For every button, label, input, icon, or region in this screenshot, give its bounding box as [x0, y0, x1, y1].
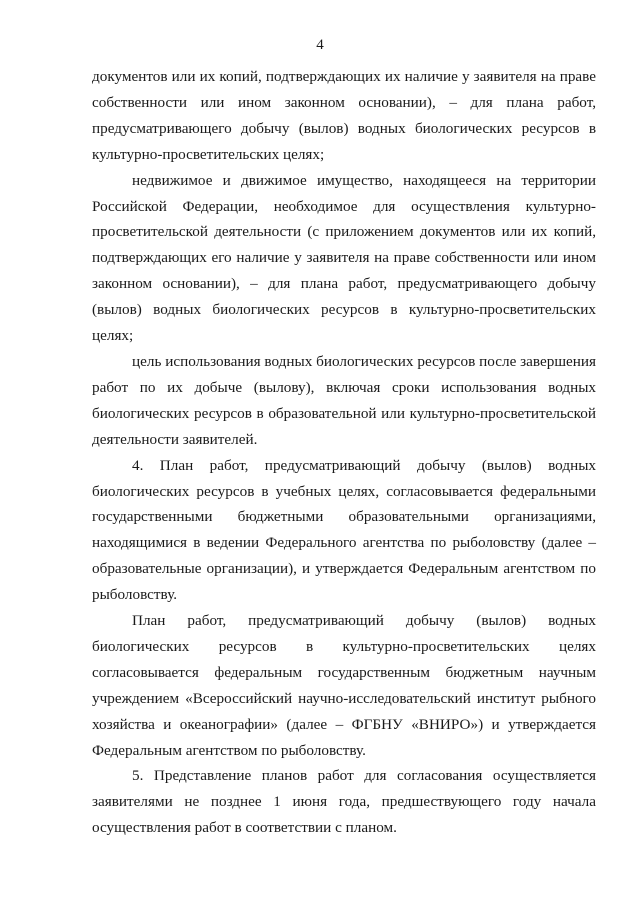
paragraph-purpose: цель использования водных биологических ресурсов после завершения работ по их добыче (вылову), включая сроки использования водных биологических ресурсов в образовательной или культурно-просветительской деятельности заявителей.: [92, 352, 596, 448]
page-number: 4: [316, 37, 324, 53]
paragraph-item-5: 5. Представление планов работ для согласования осуществляется заявителями не позднее 1 июня года, предшествующего году начала осуществления работ в соответствии с планом.: [92, 767, 596, 837]
paragraph-continuation: документов или их копий, подтверждающих их наличие у заявителя на праве собственности или ином законном основании), – для плана работ, предусматривающего добычу (вылов) водных биологических ресурсов в культурно-просветительских целях;: [92, 68, 596, 163]
paragraph-plan-approval: План работ, предусматривающий добычу (вылов) водных биологических ресурсов в культурно-просветительских целях согласовывается федеральным государственным бюджетным научным учреждением «Всероссийский научно-исследовательский институт рыбного хозяйства и океанографии» (далее – ФГБНУ «ВНИРО») и утверждается Федеральным агентством по рыболовству.: [92, 612, 596, 759]
paragraph-item-4: 4. План работ, предусматривающий добычу (вылов) водных биологических ресурсов в учебных целях, согласовывается федеральными государственными бюджетными образовательными организациями, находящимися в ведении Федерального агентства по рыболовству (далее – образовательные организации), и утверждается Федеральным агентством по рыболовству.: [92, 456, 596, 604]
paragraph-property: недвижимое и движимое имущество, находящееся на территории Российской Федерации, необходимое для осуществления культурно-просветительской деятельности (с приложением документов или их копий, подтверждающих его наличие у заявителя на праве собственности или ином законном основании), – для плана работ, предусматривающего добычу (вылов) водных биологических ресурсов в культурно-просветительских целях;: [92, 171, 596, 345]
document-body: [92, 64, 596, 841]
